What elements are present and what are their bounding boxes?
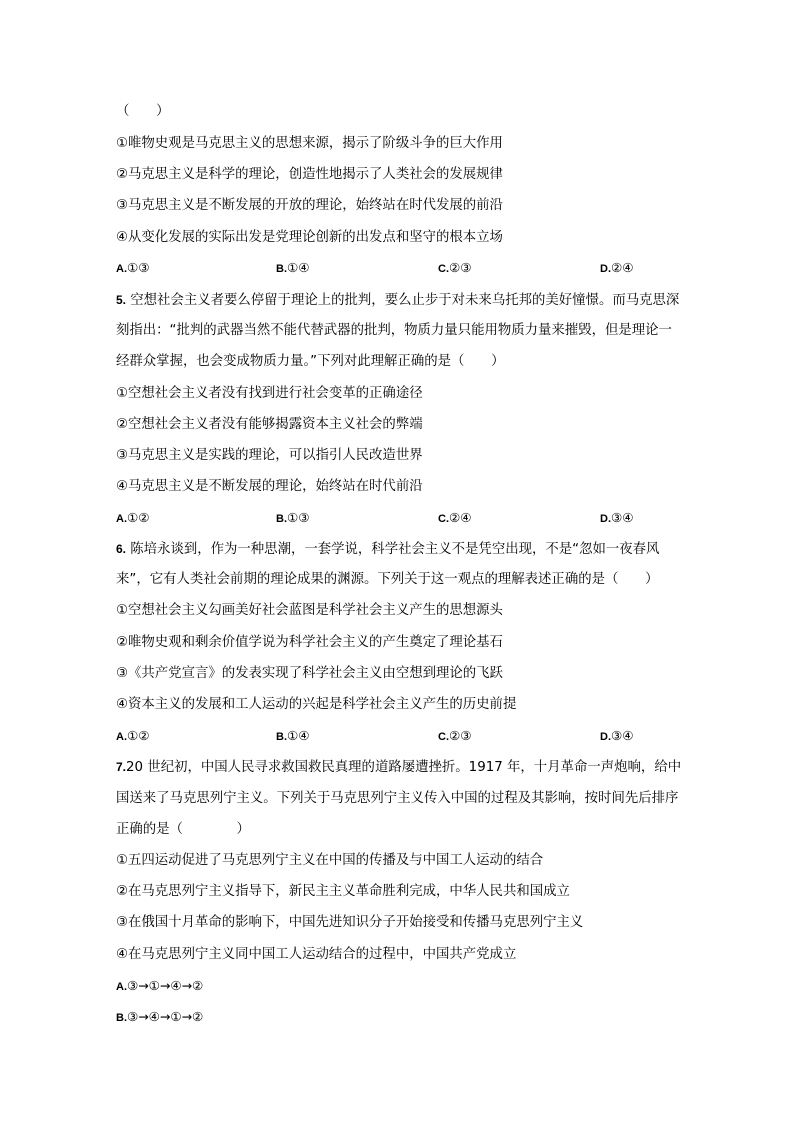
q7-statement-2: ②在马克思列宁主义指导下，新民主主义革命胜利完成，中华人民共和国成立 <box>116 884 570 899</box>
q6-option-b[interactable]: B.①④ <box>276 728 310 743</box>
q5-option-c[interactable]: C.②④ <box>438 510 472 525</box>
q4-statement-1: ①唯物史观是马克思主义的思想来源，揭示了阶级斗争的巨大作用 <box>116 136 503 151</box>
q4-option-b[interactable]: B.①④ <box>276 260 310 275</box>
q5-statement-4: ④马克思主义是不断发展的理论，始终站在时代前沿 <box>116 479 423 494</box>
q4-options <box>116 258 716 278</box>
q5-statement-3: ③马克思主义是实践的理论，可以指引人民改造世界 <box>116 448 423 463</box>
q6-number: 6. <box>116 542 127 556</box>
q7-option-a[interactable]: A.③→①→④→② <box>116 978 204 993</box>
q7-statement-3: ③在俄国十月革命的影响下，中国先进知识分子开始接受和传播马克思列宁主义 <box>116 915 584 930</box>
q5-stem-line-2: 刻指出：“批判的武器当然不能代替武器的批判，物质力量只能用物质力量来摧毁，但是理论一 <box>116 323 672 338</box>
q7-statement-1: ①五四运动促进了马克思列宁主义在中国的传播及与中国工人运动的结合 <box>116 853 544 868</box>
q6-statement-1: ①空想社会主义勾画美好社会蓝图是科学社会主义产生的思想源头 <box>116 603 503 618</box>
q7-stem-line-2: 国送来了马克思列宁主义。下列关于马克思列宁主义传入中国的过程及其影响，按时间先后排序 <box>116 791 679 806</box>
q5-statement-2: ②空想社会主义者没有能够揭露资本主义社会的弊端 <box>116 417 423 432</box>
q6-option-d[interactable]: D.③④ <box>600 728 634 743</box>
q6-statement-4: ④资本主义的发展和工人运动的兴起是科学社会主义产生的历史前提 <box>116 697 517 712</box>
q6-statement-3: ③《共产党宣言》的发表实现了科学社会主义由空想到理论的飞跃 <box>116 666 503 681</box>
q7-option-b[interactable]: B.③→④→①→② <box>116 1009 204 1024</box>
q6-option-c[interactable]: C.②③ <box>438 728 472 743</box>
q5-options <box>116 508 716 528</box>
q6-statement-2: ②唯物史观和剩余价值学说为科学社会主义的产生奠定了理论基石 <box>116 635 503 650</box>
q7-number: 7. <box>116 760 127 774</box>
q4-statement-2: ②马克思主义是科学的理论，创造性地揭示了人类社会的发展规律 <box>116 167 503 182</box>
q6-stem-line-1: 6. 陈培永谈到，作为一种思潮，一套学说，科学社会主义不是凭空出现，不是“忽如一夜春风 <box>116 542 660 557</box>
q4-option-a[interactable]: A.①③ <box>116 260 150 275</box>
q5-statement-1: ①空想社会主义者没有找到进行社会变革的正确途径 <box>116 386 423 401</box>
q4-answer-bracket: （ ） <box>116 104 170 119</box>
q7-statement-4: ④在马克思列宁主义同中国工人运动结合的过程中，中国共产党成立 <box>116 947 517 962</box>
q5-stem-line-1: 5. 空想社会主义者要么停留于理论上的批判，要么止步于对未来乌托邦的美好憧憬。而马克思深 <box>116 293 680 308</box>
q4-statement-4: ④从变化发展的实际出发是党理论创新的出发点和坚守的根本立场 <box>116 230 503 245</box>
q4-statement-3: ③马克思主义是不断发展的开放的理论，始终站在时代发展的前沿 <box>116 198 503 213</box>
q7-stem-line-3: 正确的是（ ） <box>116 822 250 837</box>
q5-stem-line-3: 经群众掌握，也会变成物质力量。”下列对此理解正确的是（ ） <box>116 354 505 369</box>
q6-option-a[interactable]: A.①② <box>116 728 150 743</box>
q5-number: 5. <box>116 293 127 307</box>
q5-option-b[interactable]: B.①③ <box>276 510 310 525</box>
q4-option-d[interactable]: D.②④ <box>600 260 634 275</box>
q6-stem-line-2: 来”，它有人类社会前期的理论成果的渊源。下列关于这一观点的理解表述正确的是（ ） <box>116 572 659 587</box>
q7-stem-line-1: 7.20 世纪初，中国人民寻求救国救民真理的道路屡遭挫折。1917 年，十月革命一声炮响，给中 <box>116 760 682 775</box>
q5-option-a[interactable]: A.①② <box>116 510 150 525</box>
q4-option-c[interactable]: C.②③ <box>438 260 472 275</box>
q6-options <box>116 726 716 746</box>
q5-option-d[interactable]: D.③④ <box>600 510 634 525</box>
